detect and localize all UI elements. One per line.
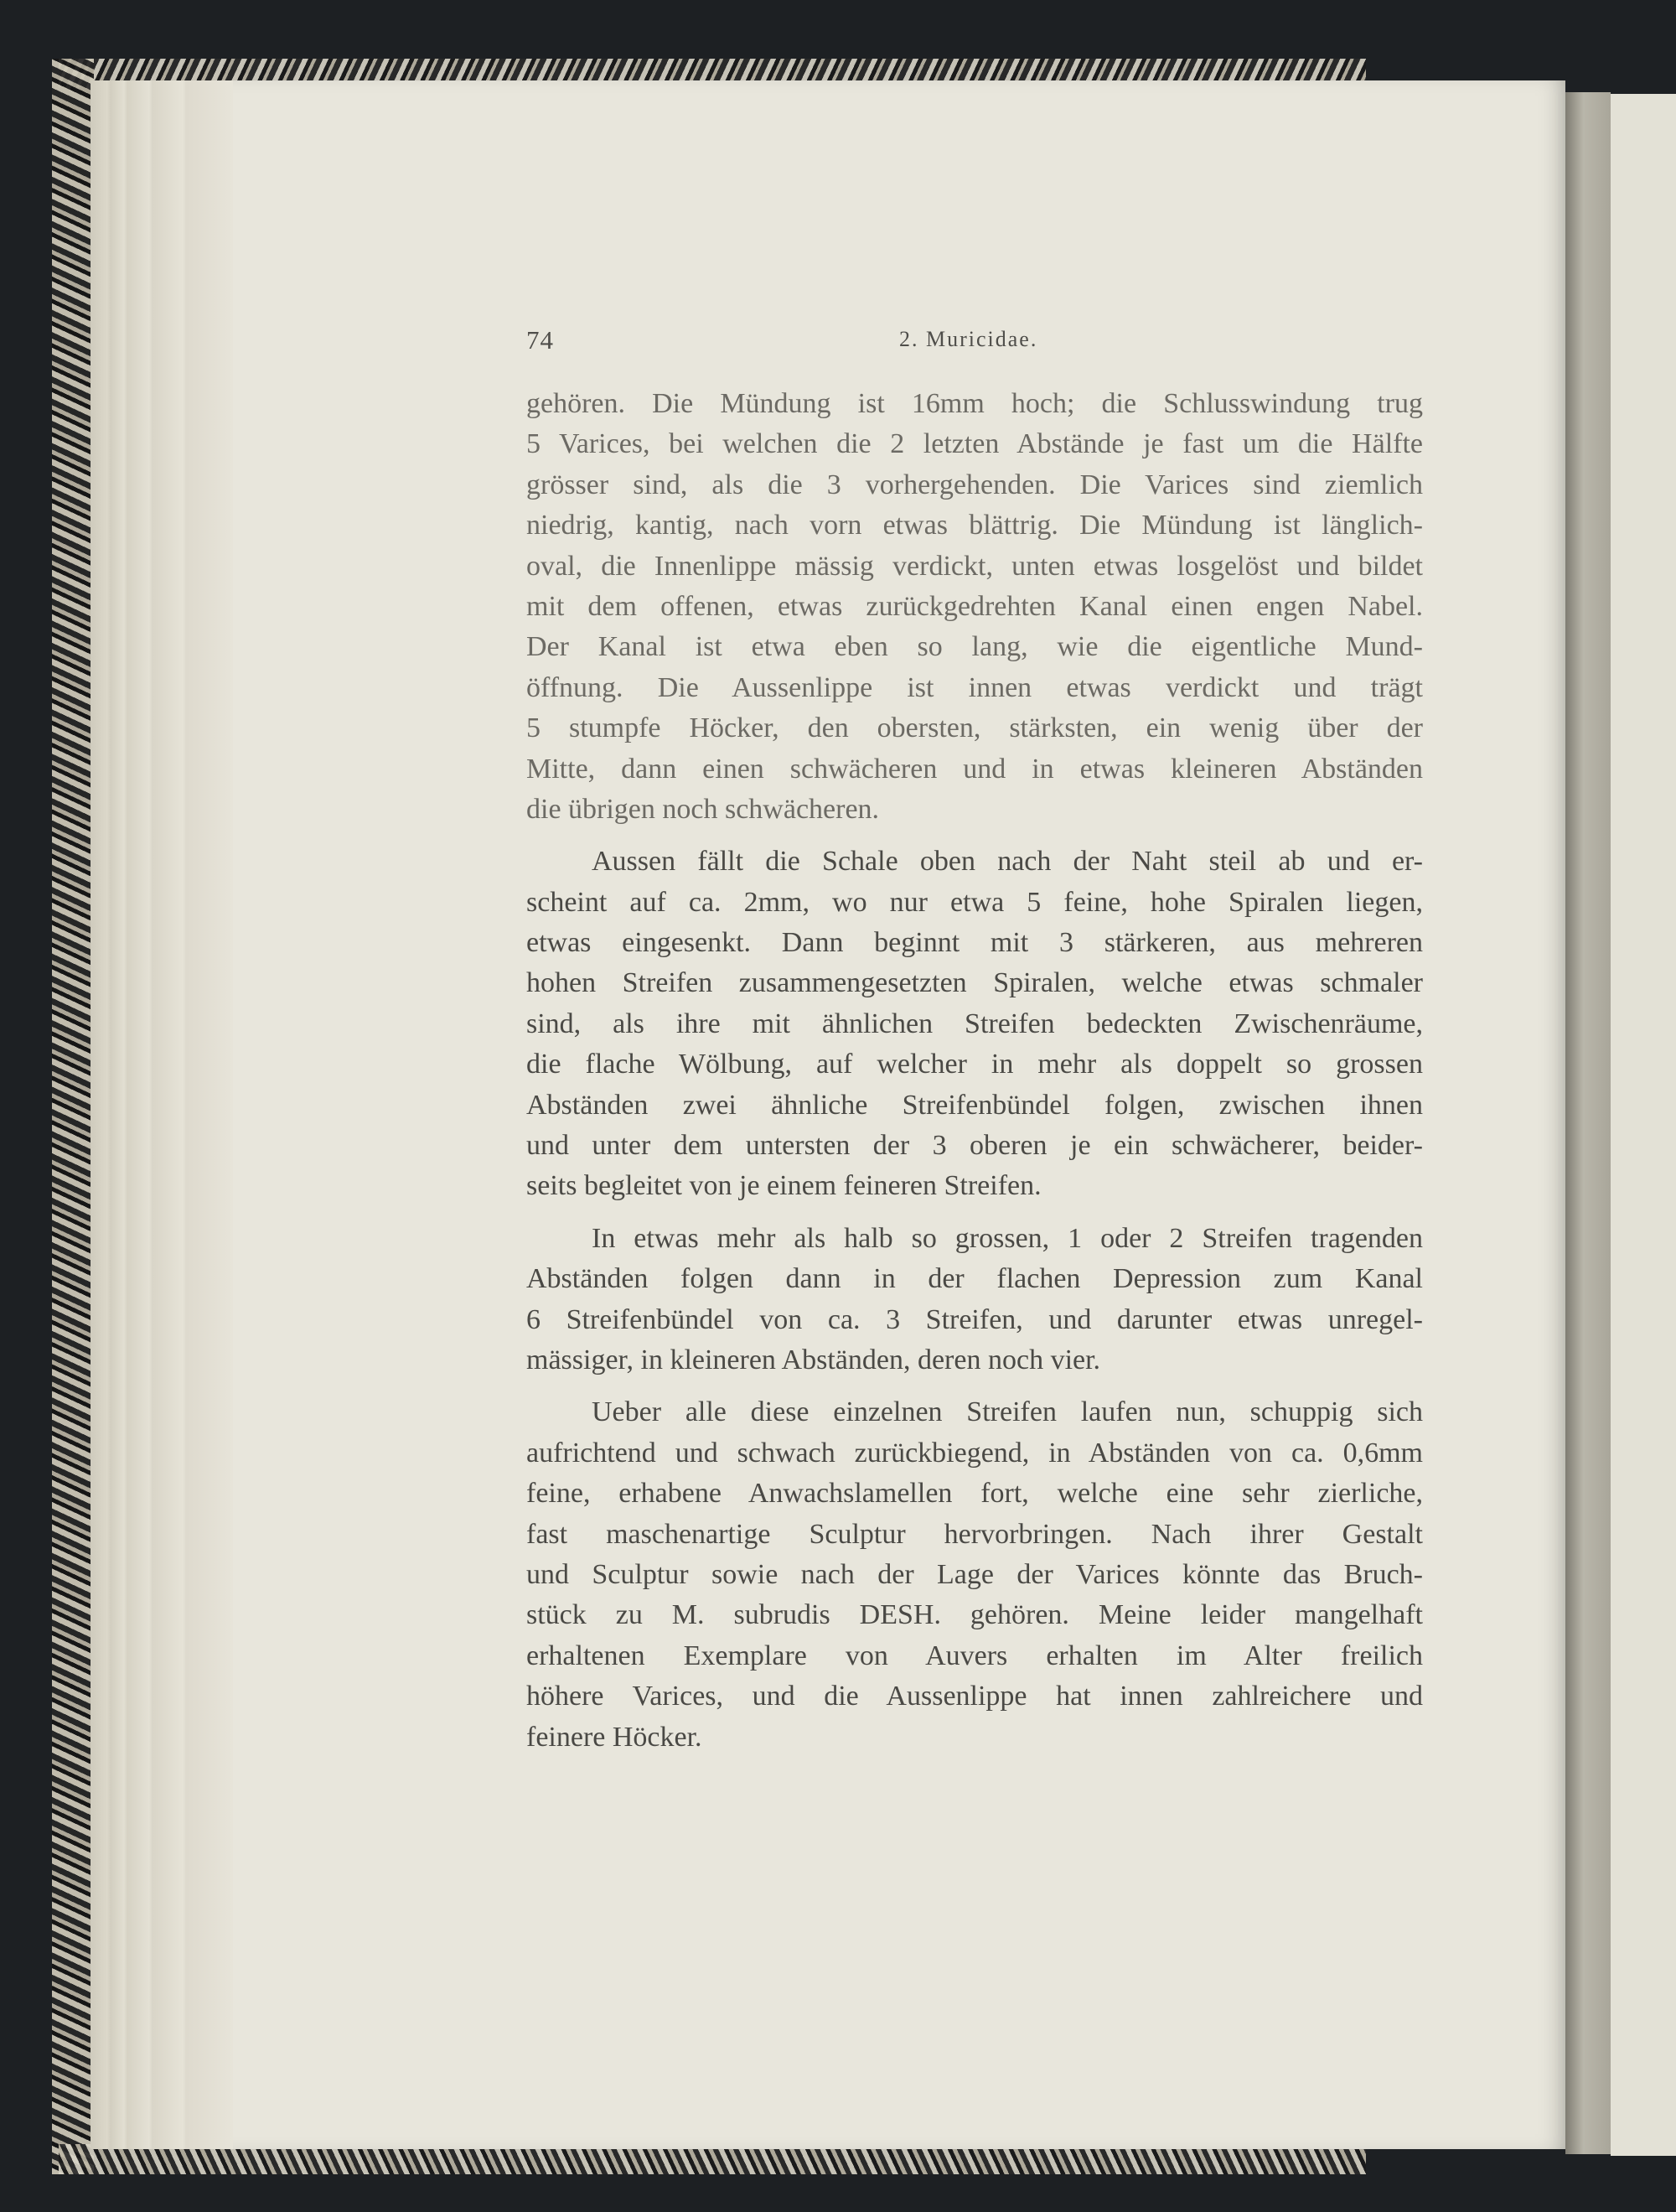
- text-line: Der Kanal ist etwa eben so lang, wie die eigentliche Mund-: [526, 631, 1423, 663]
- text-line: aufrichtend und schwach zurückbiegend, in Abständen von ca. 0,6mm: [526, 1437, 1423, 1469]
- text-line: Abständen zwei ähnliche Streifenbündel folgen, zwischen ihnen: [526, 1089, 1423, 1121]
- text-line: feinere Höcker.: [526, 1721, 702, 1753]
- paragraph-2: [526, 842, 1423, 1207]
- text-line: Abständen folgen dann in der flachen Depression zum Kanal: [526, 1263, 1423, 1295]
- text-line: öffnung. Die Aussenlippe ist innen etwas verdickt und trägt: [526, 671, 1423, 703]
- text-line: oval, die Innenlippe mässig verdickt, unten etwas losgelöst und bildet: [526, 550, 1423, 582]
- text-line: höhere Varices, und die Aussenlippe hat innen zahlreichere und: [526, 1681, 1423, 1712]
- paragraph-3: [526, 1219, 1423, 1381]
- text-line: und unter dem untersten der 3 oberen je ein schwächerer, beider-: [526, 1130, 1423, 1162]
- text-line: niedrig, kantig, nach vorn etwas blättrig. Die Mündung ist länglich-: [526, 510, 1423, 541]
- text-line: fast maschenartige Sculptur hervorbringen. Nach ihrer Gestalt: [526, 1518, 1423, 1550]
- text-line: stück zu M. subrudis DESH. gehören. Meine leider mangelhaft: [526, 1599, 1423, 1631]
- text-line: Aussen fällt die Schale oben nach der Naht steil ab und er-: [592, 846, 1423, 878]
- text-line: hohen Streifen zusammengesetzten Spiralen, welche etwas schmaler: [526, 967, 1423, 999]
- text-line: die flache Wölbung, auf welcher in mehr als doppelt so grossen: [526, 1049, 1423, 1080]
- text-line: etwas eingesenkt. Dann beginnt mit 3 stärkeren, aus mehreren: [526, 927, 1423, 959]
- text-line: In etwas mehr als halb so grossen, 1 oder 2 Streifen tragenden: [592, 1222, 1423, 1254]
- book-gutter: [1565, 92, 1611, 2154]
- section-title: 2. Muricidae.: [899, 327, 1038, 351]
- text-line: mit dem offenen, etwas zurückgedrehten Kanal einen engen Nabel.: [526, 590, 1423, 622]
- paragraph-1: [526, 384, 1423, 830]
- body-text: [526, 384, 1423, 1769]
- text-line: scheint auf ca. 2mm, wo nur etwa 5 feine, hohe Spiralen liegen,: [526, 886, 1423, 918]
- text-line: sind, als ihre mit ähnlichen Streifen bedeckten Zwischenräume,: [526, 1008, 1423, 1039]
- text-line: feine, erhabene Anwachslamellen fort, welche eine sehr zierliche,: [526, 1478, 1423, 1510]
- marbled-cover-left: [52, 59, 94, 2174]
- text-line: erhaltenen Exemplare von Auvers erhalten im Alter freilich: [526, 1640, 1423, 1671]
- text-line: seits begleitet von je einem feineren Streifen.: [526, 1170, 1042, 1202]
- running-head: [526, 325, 1423, 359]
- paragraph-4: [526, 1392, 1423, 1758]
- text-line: die übrigen noch schwächeren.: [526, 793, 880, 825]
- facing-page-edge: [1611, 94, 1676, 2156]
- text-line: grösser sind, als die 3 vorhergehenden. Die Varices sind ziemlich: [526, 469, 1423, 500]
- page-block-edges: [91, 80, 233, 2149]
- text-line: Ueber alle diese einzelnen Streifen laufen nun, schuppig sich: [592, 1396, 1423, 1428]
- text-line: und Sculptur sowie nach der Lage der Varices könnte das Bruch-: [526, 1558, 1423, 1590]
- text-line: 5 Varices, bei welchen die 2 letzten Abstände je fast um die Hälfte: [526, 428, 1423, 460]
- page-number: 74: [526, 325, 554, 355]
- text-line: Mitte, dann einen schwächeren und in etwas kleineren Abständen: [526, 753, 1423, 785]
- text-line: mässiger, in kleineren Abständen, deren noch vier.: [526, 1344, 1101, 1375]
- text-line: 5 stumpfe Höcker, den obersten, stärksten, ein wenig über der: [526, 712, 1423, 744]
- text-line: gehören. Die Mündung ist 16mm hoch; die Schlusswindung trug: [526, 388, 1423, 419]
- text-line: 6 Streifenbündel von ca. 3 Streifen, und darunter etwas unregel-: [526, 1303, 1423, 1335]
